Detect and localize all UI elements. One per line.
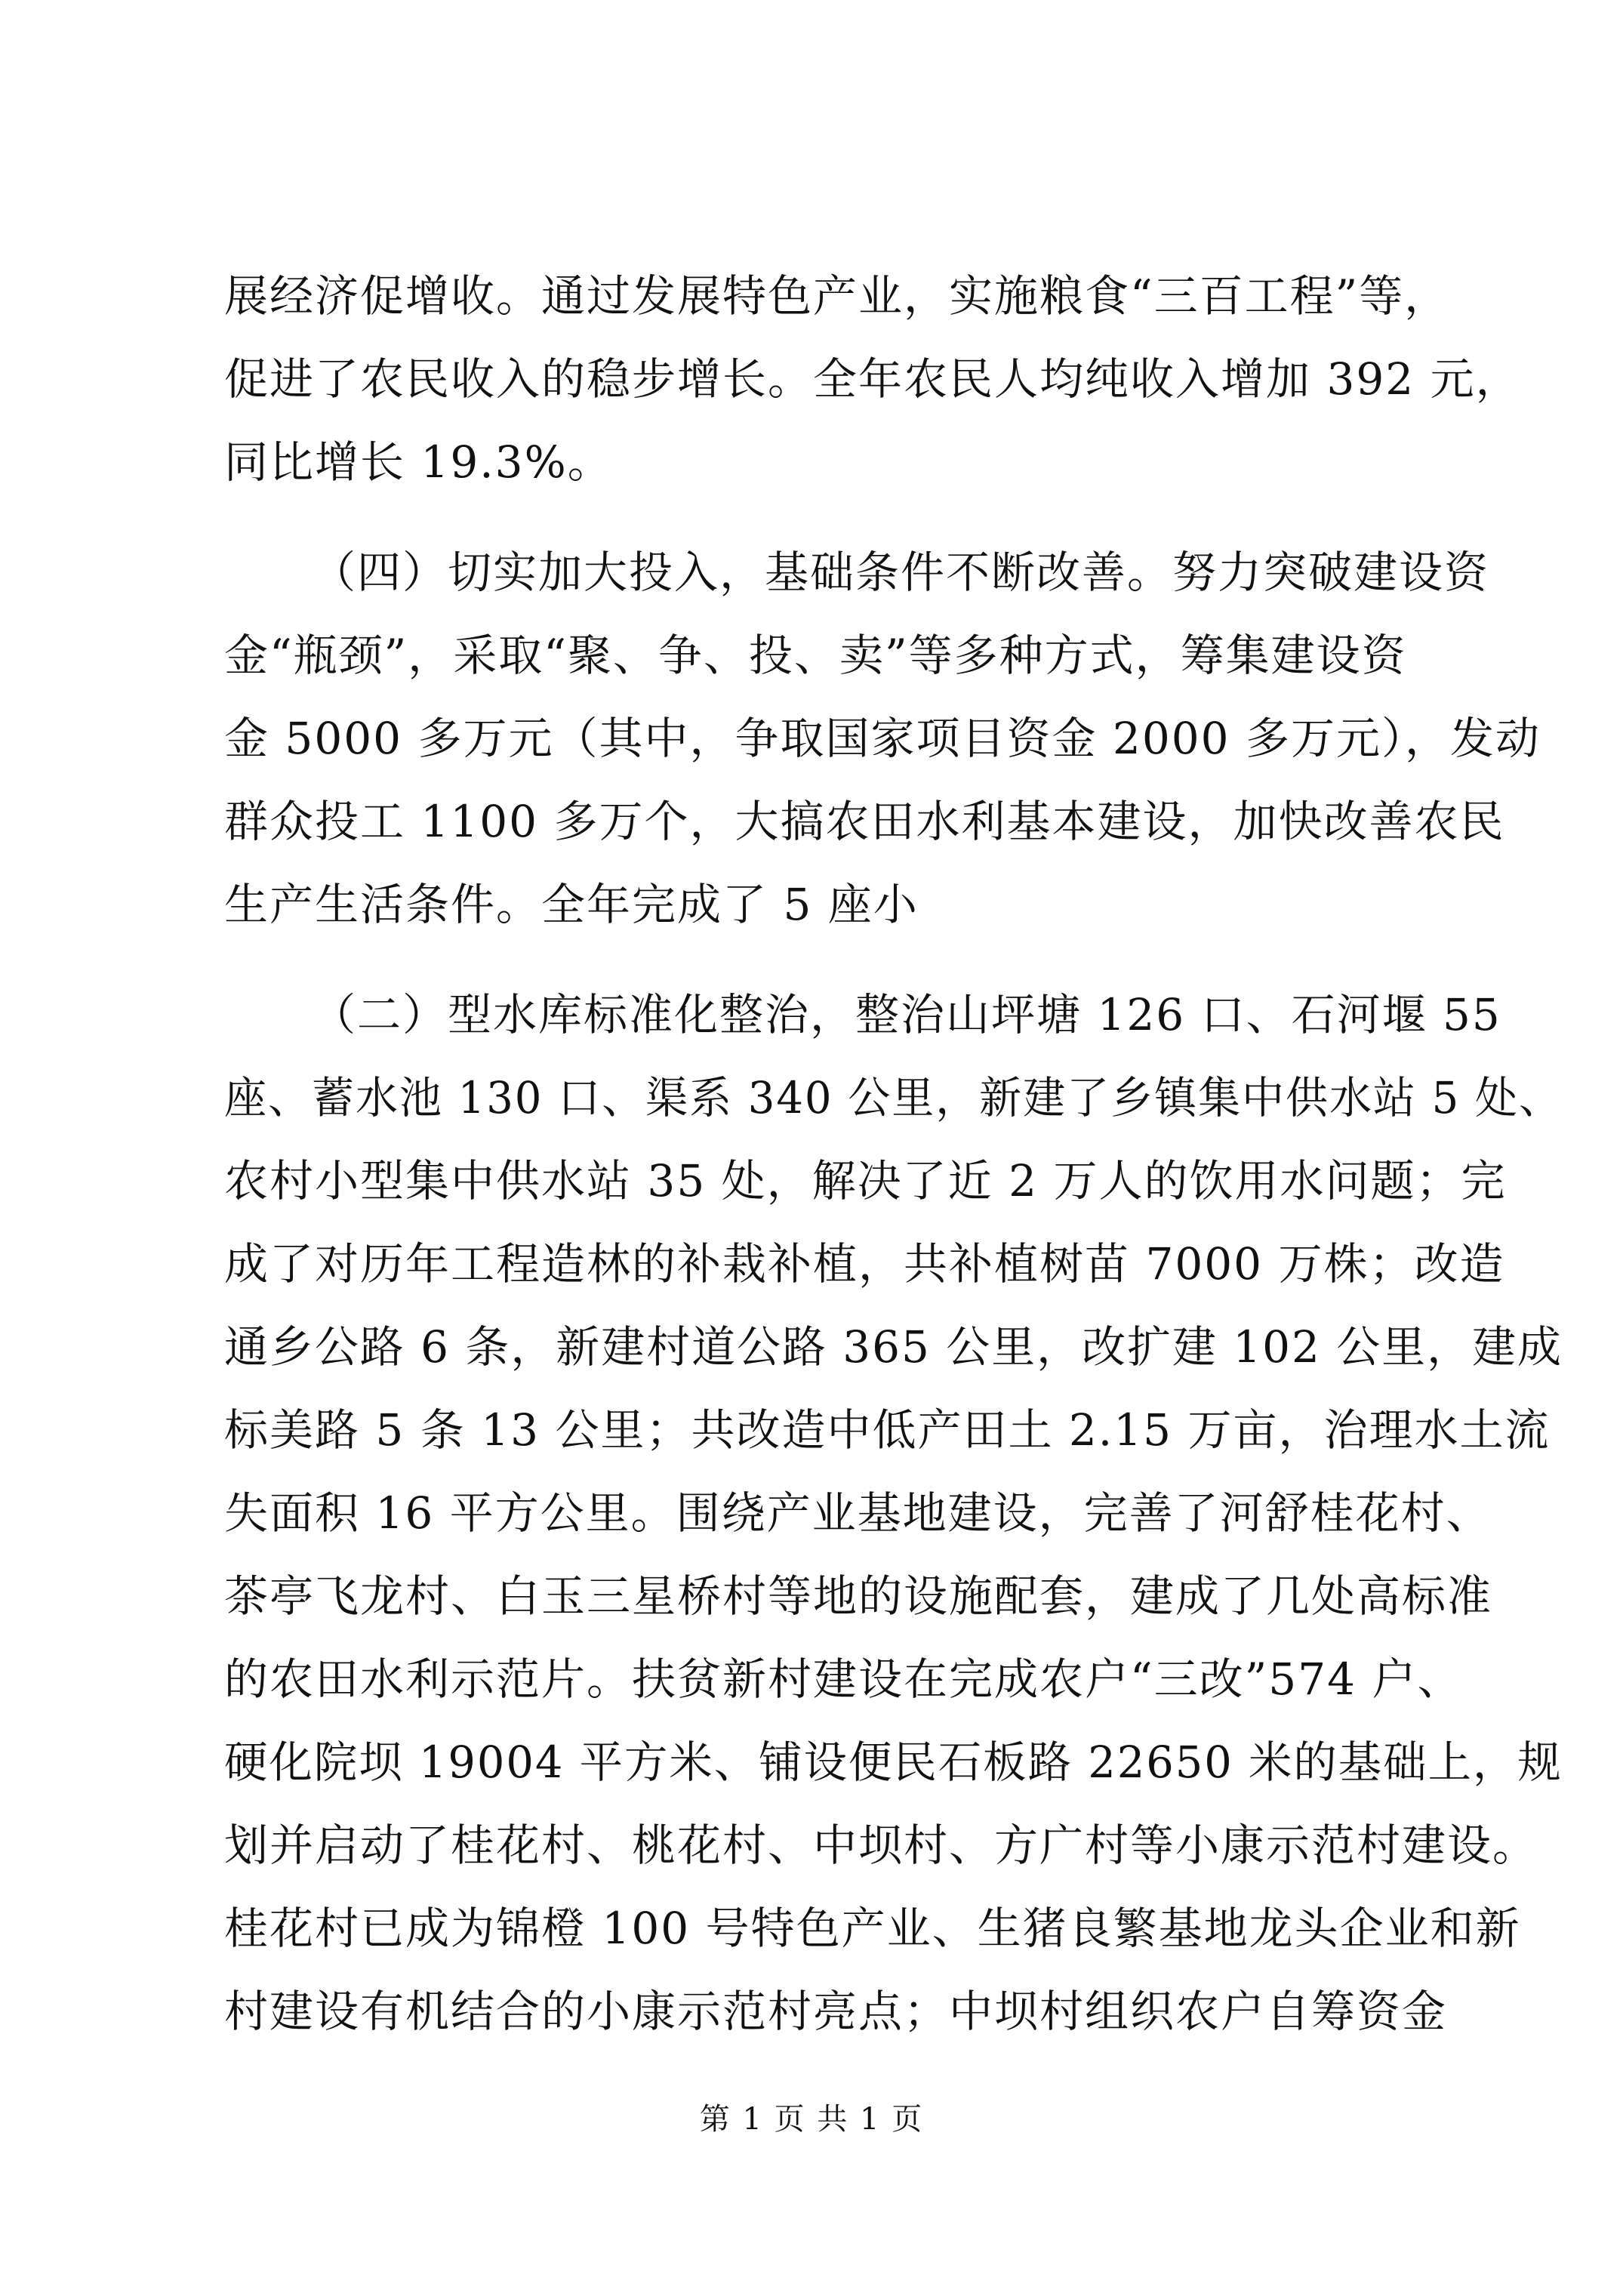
text-line: 桂花村已成为锦橙 100 号特色产业、生猪良繁基地龙头企业和新 xyxy=(224,1903,1521,1954)
text-line: 金 5000 多万元（其中，争取国家项目资金 2000 多万元），发动 xyxy=(224,713,1541,764)
text-line: 标美路 5 条 13 公里；共改造中低产田土 2.15 万亩，治理水土流 xyxy=(224,1404,1551,1456)
text-line: 茶亭飞龙村、白玉三星桥村等地的设施配套，建成了几处高标准 xyxy=(224,1570,1493,1622)
text-line: 划并启动了桂花村、桃花村、中坝村、方广村等小康示范村建设。 xyxy=(224,1820,1538,1871)
paragraph-start-line: （二）型水库标准化整治，整治山坪塘 126 口、石河堰 55 xyxy=(312,989,1501,1040)
text-line: 失面积 16 平方公里。围绕产业基地建设，完善了河舒桂花村、 xyxy=(224,1487,1492,1539)
text-line: 展经济促增收。通过发展特色产业，实施粮食“三百工程”等， xyxy=(224,270,1450,322)
text-line: 村建设有机结合的小康示范村亮点；中坝村组织农户自筹资金 xyxy=(224,1986,1448,2037)
text-line: 的农田水利示范片。扶贫新村建设在完成农户“三改”574 户、 xyxy=(224,1653,1463,1705)
text-line: 座、蓄水池 130 口、渠系 340 公里，新建了乡镇集中供水站 5 处、 xyxy=(224,1072,1563,1123)
text-line: 金“瓶颈”，采取“聚、争、投、卖”等多种方式，筹集建设资 xyxy=(224,630,1407,681)
text-line: 生产生活条件。全年完成了 5 座小 xyxy=(224,879,919,930)
text-line: 同比增长 19.3%。 xyxy=(224,436,613,488)
text-line: 促进了农民收入的稳步增长。全年农民人均纯收入增加 392 元， xyxy=(224,353,1521,405)
text-line: 硬化院坝 19004 平方米、铺设便民石板路 22650 米的基础上，规 xyxy=(224,1737,1563,1788)
text-line: 农村小型集中供水站 35 处，解决了近 2 万人的饮用水问题；完 xyxy=(224,1155,1507,1207)
text-line: 群众投工 1100 多万个，大搞农田水利基本建设，加快改善农民 xyxy=(224,796,1505,847)
paragraph-start-line: （四）切实加大投入，基础条件不断改善。努力突破建设资 xyxy=(312,547,1490,598)
text-line: 成了对历年工程造林的补栽补植，共补植树苗 7000 万株；改造 xyxy=(224,1238,1505,1290)
page-number-footer: 第 1 页 共 1 页 xyxy=(699,2102,924,2137)
text-line: 通乡公路 6 条，新建村道公路 365 公里，改扩建 102 公里，建成 xyxy=(224,1321,1563,1373)
